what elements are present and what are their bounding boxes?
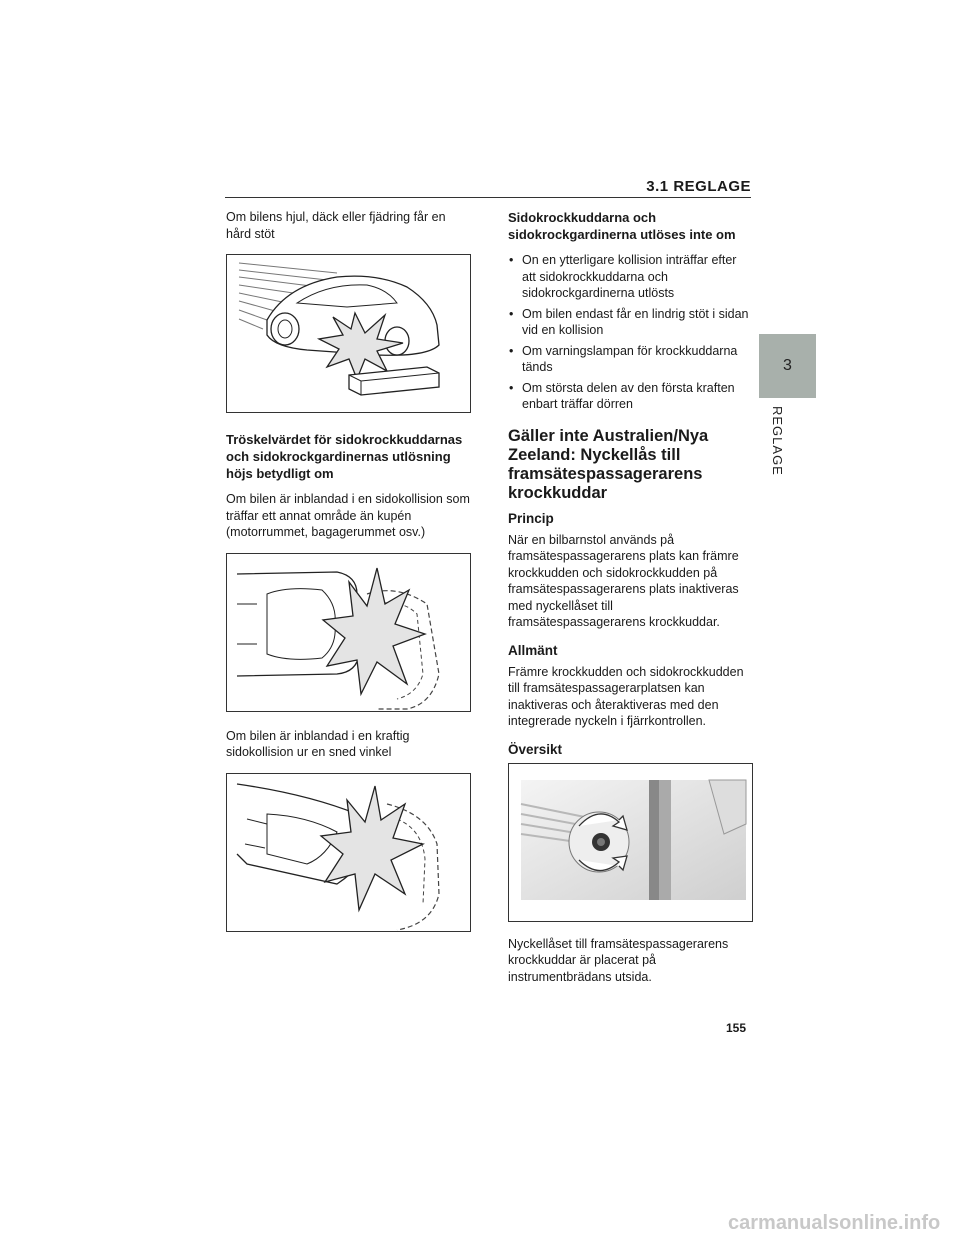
- list-item: • Om bilen endast får en lindrig stöt i sidan vid en kollision: [508, 306, 753, 339]
- side-collision-illustration: [227, 554, 470, 711]
- page-header: [225, 180, 751, 198]
- general-heading: Allmänt: [508, 642, 558, 658]
- list-item: • Om varningslampan för krockkuddarna tänds: [508, 343, 753, 376]
- intro-text: Om bilens hjul, däck eller fjädring får en hård stöt: [226, 210, 446, 241]
- section-title: 3.1 REGLAGE: [646, 178, 751, 195]
- not-deployed-list: [508, 252, 753, 413]
- oblique-collision-illustration: [227, 774, 470, 931]
- figure-oblique-collision: [226, 773, 471, 932]
- key-lock-caption: Nyckellåset till framsätespassagerarens krockkuddar är placerat på instrumentbrädans utsida.: [508, 936, 729, 984]
- chapter-number: 3: [783, 357, 792, 374]
- key-lock-section-title: Gäller inte Australien/Nya Zeeland: Nyckellås till framsätespassagerarens krockkuddar: [508, 426, 709, 502]
- general-text: Främre krockkudden och sidokrockkudden till framsätespassagerarplatsen kan inaktiveras och återaktiveras med den integrerade nyckeln i fjärrkontrollen.: [508, 664, 744, 728]
- left-column: [226, 209, 471, 946]
- right-column: [508, 209, 753, 997]
- principle-text: När en bilbarnstol används på framsätespassagerarens plats kan främre krockkudden och sidokrockkudden på framsätespassagerarens plats inaktiveras med nyckellåset till framsätespassagerarens krockkuddar.: [508, 532, 739, 629]
- collision-area-text: Om bilen är inblandad i en sidokollision som träffar ett annat område än kupén (motorrummet, bagagerummet osv.): [226, 492, 470, 539]
- overview-heading: Översikt: [508, 741, 563, 757]
- key-lock-photo: [509, 764, 752, 921]
- watermark: carmanualsonline.info: [728, 1212, 941, 1234]
- chapter-label: REGLAGE: [770, 406, 785, 476]
- car-wheel-impact-illustration: [227, 255, 470, 412]
- threshold-heading: Tröskelvärdet för sidokrockkuddarnas och sidokrockgardinernas utlösning höjs betydligt om: [226, 432, 463, 481]
- principle-heading: Princip: [508, 510, 554, 526]
- list-item: • On en ytterligare kollision inträffar efter att sidokrockkuddarna och sidokrockgardinerna utlösts: [508, 252, 753, 302]
- list-item: • Om största delen av den första kraften enbart träffar dörren: [508, 380, 753, 413]
- figure-key-lock: [508, 763, 753, 922]
- page-number: 155: [726, 1021, 747, 1035]
- not-deployed-heading: Sidokrockkuddarna och sidokrockgardinerna utlöses inte om: [508, 210, 736, 242]
- chapter-tab: [759, 334, 816, 398]
- oblique-collision-text: Om bilen är inblandad i en kraftig sidokollision ur en sned vinkel: [226, 728, 410, 759]
- figure-side-collision: [226, 553, 471, 712]
- figure-wheel-impact: [226, 254, 471, 413]
